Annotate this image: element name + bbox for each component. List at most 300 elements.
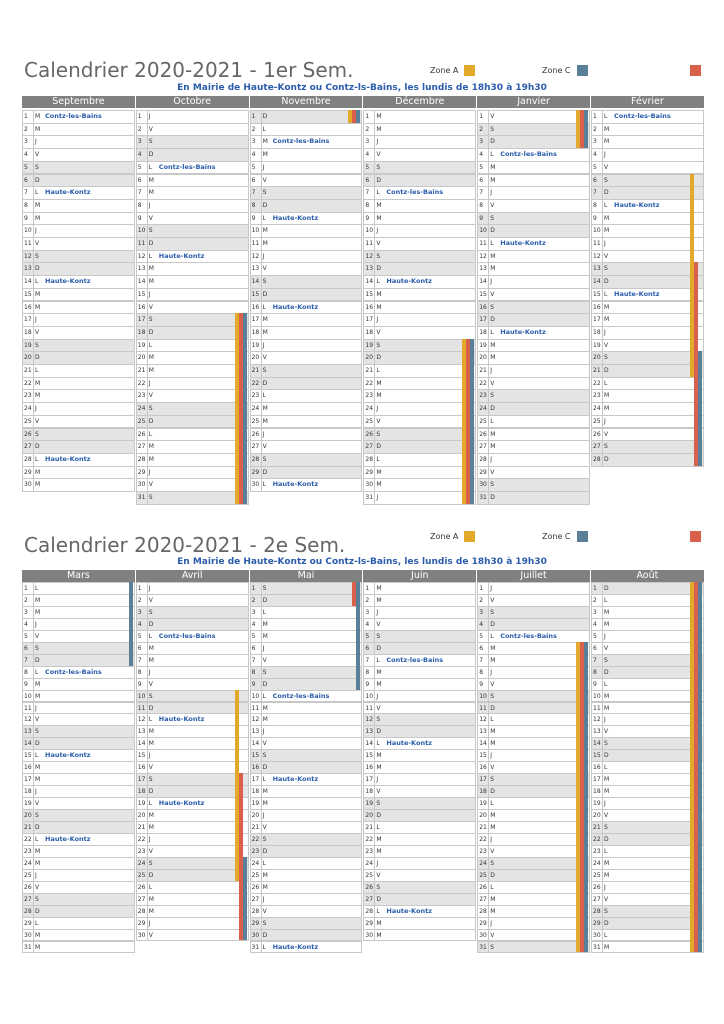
day-number: 15 — [479, 752, 487, 760]
day-number: 7 — [24, 656, 28, 664]
weekday-letter: M — [376, 680, 382, 688]
cell-divider — [374, 200, 375, 212]
cell-divider — [602, 314, 603, 326]
day-cell — [136, 199, 249, 213]
weekday-letter: D — [262, 201, 268, 209]
cell-divider — [488, 714, 489, 725]
day-number: 4 — [137, 151, 142, 159]
cell-divider — [374, 679, 375, 690]
day-number: 11 — [137, 240, 146, 247]
cell-divider — [33, 200, 34, 212]
month-header: Mars — [22, 570, 135, 582]
day-number: 10 — [365, 227, 374, 235]
day-cell — [250, 428, 363, 442]
day-number: 16 — [137, 764, 146, 772]
weekday-letter: M — [604, 214, 610, 222]
weekday-letter: S — [148, 859, 153, 867]
cell-divider — [602, 352, 603, 364]
weekday-letter: L — [490, 240, 494, 247]
weekday-letter: M — [35, 931, 41, 939]
day-cell — [22, 135, 135, 149]
day-cell — [250, 326, 363, 340]
day-cell — [136, 415, 249, 429]
weekday-letter: D — [604, 278, 609, 286]
weekday-letter: S — [490, 481, 494, 489]
day-number: 11 — [24, 240, 32, 247]
day-number: 22 — [593, 379, 601, 387]
day-cell — [22, 478, 135, 492]
weekday-letter: J — [262, 341, 265, 349]
day-number: 1 — [137, 113, 142, 120]
event-label: Contz-les-Bains — [45, 112, 102, 120]
weekday-letter: M — [376, 835, 382, 843]
weekday-letter: L — [604, 379, 608, 387]
cell-divider — [374, 882, 375, 893]
day-cell — [22, 313, 135, 327]
cell-divider — [33, 352, 34, 364]
day-cell — [591, 110, 704, 124]
cell-divider — [261, 378, 262, 390]
weekday-letter: M — [604, 316, 610, 324]
cell-divider — [602, 643, 603, 654]
weekday-letter: L — [490, 883, 494, 891]
event-label: Haute-Kontz — [386, 739, 432, 748]
cell-divider — [602, 679, 603, 690]
weekday-letter: D — [376, 265, 382, 273]
day-cell — [136, 110, 249, 124]
weekday-letter: S — [490, 943, 494, 951]
day-number: 13 — [593, 265, 601, 273]
day-cell — [250, 313, 363, 327]
weekday-letter: S — [490, 776, 494, 784]
day-number: 12 — [365, 716, 374, 724]
day-cell — [477, 466, 590, 480]
day-number: 25 — [251, 871, 260, 879]
cell-divider — [147, 714, 148, 725]
day-number: 30 — [137, 931, 146, 939]
weekday-letter: V — [376, 417, 381, 425]
day-number: 10 — [137, 227, 146, 235]
day-cell — [477, 364, 590, 378]
cell-divider — [33, 479, 34, 491]
weekday-letter: J — [490, 919, 492, 927]
day-cell — [477, 288, 590, 302]
cell-divider — [33, 327, 34, 339]
weekday-letter: S — [376, 430, 381, 438]
day-cell — [22, 326, 135, 340]
zone-b-swatch — [690, 65, 701, 76]
day-number: 16 — [479, 764, 487, 772]
weekday-letter: L — [35, 367, 39, 374]
day-number: 22 — [251, 835, 260, 843]
weekday-letter: L — [262, 481, 266, 489]
weekday-letter: D — [604, 367, 609, 374]
day-number: 7 — [479, 656, 484, 664]
cell-divider — [261, 655, 262, 666]
day-number: 17 — [24, 776, 32, 784]
day-cell — [363, 212, 476, 226]
day-number: 2 — [137, 125, 142, 133]
day-number: 2 — [251, 596, 256, 604]
cell-divider — [602, 289, 603, 301]
day-number: 22 — [24, 835, 32, 843]
day-number: 30 — [137, 481, 146, 489]
cell-divider — [602, 894, 603, 905]
subtitle: En Mairie de Haute-Kontz ou Contz-ls-Bains, les lundis de 18h30 à 19h30 — [177, 557, 547, 567]
weekday-letter: S — [376, 716, 381, 724]
month-header: Décembre — [363, 96, 476, 108]
day-cell — [136, 262, 249, 276]
day-number: 14 — [137, 740, 146, 748]
weekday-letter: S — [148, 405, 153, 413]
weekday-letter: M — [604, 859, 610, 867]
day-cell — [136, 212, 249, 226]
cell-divider — [33, 416, 34, 428]
day-number: 1 — [251, 585, 256, 592]
cell-divider — [374, 213, 375, 225]
day-number: 20 — [479, 812, 487, 820]
day-number: 14 — [479, 278, 487, 286]
day-number: 15 — [593, 290, 601, 298]
weekday-letter: L — [604, 680, 608, 688]
weekday-letter: M — [262, 405, 268, 413]
day-number: 28 — [593, 907, 601, 915]
cell-divider — [374, 149, 375, 161]
day-cell — [136, 377, 249, 391]
day-cell — [477, 478, 590, 492]
weekday-letter: M — [604, 620, 610, 628]
day-number: 4 — [251, 620, 256, 628]
cell-divider — [147, 441, 148, 453]
weekday-letter: M — [490, 656, 496, 664]
cell-divider — [602, 111, 603, 123]
weekday-letter: M — [604, 704, 610, 712]
cell-divider — [488, 149, 489, 161]
day-number: 12 — [593, 252, 601, 260]
day-number: 16 — [24, 764, 32, 772]
day-cell — [363, 478, 476, 492]
day-number: 17 — [251, 776, 260, 784]
month-header: Février — [591, 96, 704, 108]
cell-divider — [147, 429, 148, 441]
cell-divider — [261, 870, 262, 881]
cell-divider — [147, 667, 148, 678]
weekday-letter: J — [490, 189, 492, 197]
cell-divider — [33, 263, 34, 275]
day-number: 8 — [593, 668, 597, 676]
cell-divider — [261, 454, 262, 466]
day-number: 23 — [365, 392, 374, 400]
cell-divider — [374, 894, 375, 905]
cell-divider — [488, 858, 489, 869]
cell-divider — [488, 726, 489, 737]
day-number: 15 — [365, 290, 374, 298]
event-label: Contz-les-Bains — [272, 691, 330, 700]
day-number: 13 — [479, 265, 487, 273]
cell-divider — [147, 930, 148, 941]
cell-divider — [488, 492, 489, 504]
day-number: 30 — [479, 931, 487, 939]
day-cell — [591, 186, 704, 200]
day-number: 4 — [24, 151, 28, 159]
weekday-letter: L — [490, 151, 494, 159]
cell-divider — [602, 225, 603, 237]
weekday-letter: M — [148, 907, 154, 915]
cell-divider — [147, 894, 148, 905]
cell-divider — [488, 263, 489, 275]
weekday-letter: M — [262, 316, 268, 324]
weekday-letter: V — [376, 704, 381, 712]
day-number: 23 — [593, 392, 601, 400]
day-cell — [477, 123, 590, 137]
day-number: 26 — [137, 883, 146, 891]
cell-divider — [374, 467, 375, 479]
weekday-letter: M — [262, 883, 268, 891]
cell-divider — [33, 750, 34, 761]
cell-divider — [261, 289, 262, 301]
sem2-title: Calendrier 2020-2021 - 2e Sem. — [24, 533, 346, 557]
day-number: 7 — [479, 189, 484, 197]
zone-b-swatch — [690, 531, 701, 542]
weekday-letter: J — [604, 151, 606, 159]
day-cell — [22, 110, 135, 124]
cell-divider — [602, 416, 603, 428]
day-number: 9 — [24, 214, 28, 222]
cell-divider — [374, 930, 375, 941]
weekday-letter: M — [262, 620, 268, 628]
weekday-letter: J — [490, 752, 492, 760]
vacation-bar-zone-c — [356, 110, 360, 123]
weekday-letter: J — [148, 835, 151, 843]
weekday-letter: M — [148, 644, 154, 652]
cell-divider — [602, 200, 603, 212]
day-number: 6 — [24, 176, 28, 184]
weekday-letter: S — [490, 859, 494, 867]
cell-divider — [488, 738, 489, 749]
month-header: Avril — [136, 570, 249, 582]
day-number: 20 — [251, 812, 260, 820]
day-number: 14 — [251, 740, 260, 748]
day-number: 9 — [251, 214, 256, 222]
day-number: 17 — [137, 316, 146, 324]
day-number: 9 — [593, 214, 597, 222]
day-number: 5 — [365, 163, 370, 171]
day-cell — [363, 148, 476, 162]
weekday-letter: M — [148, 656, 154, 664]
cell-divider — [147, 846, 148, 857]
day-cell — [477, 440, 590, 454]
day-number: 29 — [593, 919, 601, 927]
day-cell — [250, 364, 363, 378]
day-cell — [363, 440, 476, 454]
day-number: 17 — [365, 316, 374, 324]
cell-divider — [33, 289, 34, 301]
weekday-letter: J — [604, 632, 606, 640]
day-number: 4 — [593, 620, 597, 628]
day-number: 6 — [137, 176, 142, 184]
weekday-letter: D — [148, 328, 154, 336]
cell-divider — [261, 390, 262, 402]
cell-divider — [33, 583, 34, 594]
day-number: 3 — [479, 138, 484, 146]
cell-divider — [602, 213, 603, 225]
weekday-letter: S — [604, 907, 608, 915]
cell-divider — [147, 200, 148, 212]
cell-divider — [147, 352, 148, 364]
day-number: 18 — [593, 328, 601, 336]
day-cell — [22, 351, 135, 365]
cell-divider — [488, 314, 489, 326]
weekday-letter: V — [262, 907, 267, 915]
day-number: 22 — [479, 835, 487, 843]
weekday-letter: J — [604, 240, 606, 247]
weekday-letter: D — [35, 443, 40, 451]
weekday-letter: L — [148, 800, 153, 808]
cell-divider — [33, 726, 34, 737]
day-number: 13 — [479, 728, 487, 736]
day-cell — [591, 135, 704, 149]
cell-divider — [261, 726, 262, 737]
day-number: 7 — [137, 656, 142, 664]
weekday-letter: L — [35, 455, 39, 463]
weekday-letter: J — [148, 468, 151, 476]
day-cell — [22, 440, 135, 454]
weekday-letter: D — [490, 494, 495, 501]
day-number: 29 — [365, 468, 374, 476]
cell-divider — [33, 714, 34, 725]
weekday-letter: S — [262, 278, 267, 286]
day-cell — [477, 199, 590, 213]
cell-divider — [147, 289, 148, 301]
cell-divider — [261, 918, 262, 929]
cell-divider — [33, 906, 34, 917]
cell-divider — [488, 631, 489, 642]
weekday-letter: D — [262, 931, 268, 939]
day-number: 23 — [24, 392, 32, 400]
cell-divider — [147, 136, 148, 148]
cell-divider — [488, 906, 489, 917]
cell-divider — [488, 846, 489, 857]
day-number: 4 — [365, 151, 370, 159]
weekday-letter: L — [148, 632, 153, 640]
cell-divider — [488, 213, 489, 225]
cell-divider — [33, 619, 34, 630]
weekday-letter: D — [35, 656, 40, 664]
cell-divider — [147, 726, 148, 737]
day-number: 25 — [137, 871, 146, 879]
day-number: 3 — [24, 138, 28, 146]
day-cell — [591, 326, 704, 340]
cell-divider — [261, 149, 262, 161]
cell-divider — [602, 738, 603, 749]
weekday-letter: V — [376, 620, 381, 628]
cell-divider — [488, 762, 489, 773]
day-number: 5 — [593, 632, 597, 640]
weekday-letter: S — [262, 752, 267, 760]
day-number: 26 — [593, 883, 601, 891]
day-cell — [22, 364, 135, 378]
weekday-letter: M — [35, 290, 41, 298]
weekday-letter: J — [604, 716, 606, 724]
weekday-letter: L — [376, 907, 380, 915]
event-label: Contz-les-Bains — [158, 162, 216, 171]
weekday-letter: J — [376, 405, 379, 413]
day-number: 16 — [137, 303, 146, 311]
weekday-letter: S — [262, 919, 267, 927]
day-number: 12 — [365, 252, 374, 260]
cell-divider — [602, 762, 603, 773]
day-number: 28 — [251, 455, 260, 463]
weekday-letter: D — [490, 704, 495, 712]
day-number: 20 — [24, 354, 32, 362]
day-cell — [250, 301, 363, 315]
cell-divider — [602, 774, 603, 785]
weekday-letter: S — [490, 692, 494, 700]
day-number: 29 — [365, 919, 374, 927]
day-cell — [22, 453, 135, 467]
weekday-letter: J — [35, 788, 37, 796]
day-number: 30 — [479, 481, 487, 489]
day-number: 4 — [365, 620, 370, 628]
cell-divider — [147, 595, 148, 606]
day-number: 1 — [24, 585, 28, 592]
cell-divider — [602, 726, 603, 737]
weekday-letter: M — [35, 776, 41, 784]
day-cell — [136, 389, 249, 403]
day-number: 27 — [479, 895, 487, 903]
weekday-letter: D — [490, 227, 495, 235]
cell-divider — [261, 643, 262, 654]
day-number: 31 — [479, 494, 487, 501]
day-cell — [250, 123, 363, 137]
cell-divider — [261, 111, 262, 123]
weekday-letter: M — [35, 859, 41, 867]
weekday-letter: D — [490, 405, 495, 413]
cell-divider — [261, 786, 262, 797]
weekday-letter: D — [490, 871, 495, 879]
day-number: 15 — [593, 752, 601, 760]
weekday-letter: L — [35, 752, 39, 760]
day-number: 9 — [365, 680, 370, 688]
day-cell — [136, 402, 249, 416]
cell-divider — [261, 679, 262, 690]
cell-divider — [488, 340, 489, 352]
day-cell — [22, 212, 135, 226]
day-number: 30 — [365, 481, 374, 489]
day-number: 13 — [593, 728, 601, 736]
day-number: 7 — [137, 189, 142, 197]
day-number: 19 — [137, 800, 146, 808]
day-cell — [136, 466, 249, 480]
event-label: Haute-Kontz — [500, 239, 546, 247]
day-cell — [477, 212, 590, 226]
day-number: 18 — [365, 788, 374, 796]
weekday-letter: L — [262, 859, 266, 867]
day-cell — [363, 351, 476, 365]
day-number: 6 — [365, 644, 370, 652]
cell-divider — [602, 607, 603, 618]
day-number: 6 — [479, 644, 484, 652]
weekday-letter: D — [604, 668, 609, 676]
weekday-letter: M — [376, 752, 382, 760]
vacation-bar-zone-c — [243, 313, 247, 504]
day-cell — [136, 186, 249, 200]
day-number: 9 — [479, 214, 484, 222]
day-number: 13 — [251, 728, 260, 736]
day-number: 1 — [24, 113, 28, 120]
day-cell — [477, 275, 590, 289]
weekday-letter: V — [376, 788, 381, 796]
